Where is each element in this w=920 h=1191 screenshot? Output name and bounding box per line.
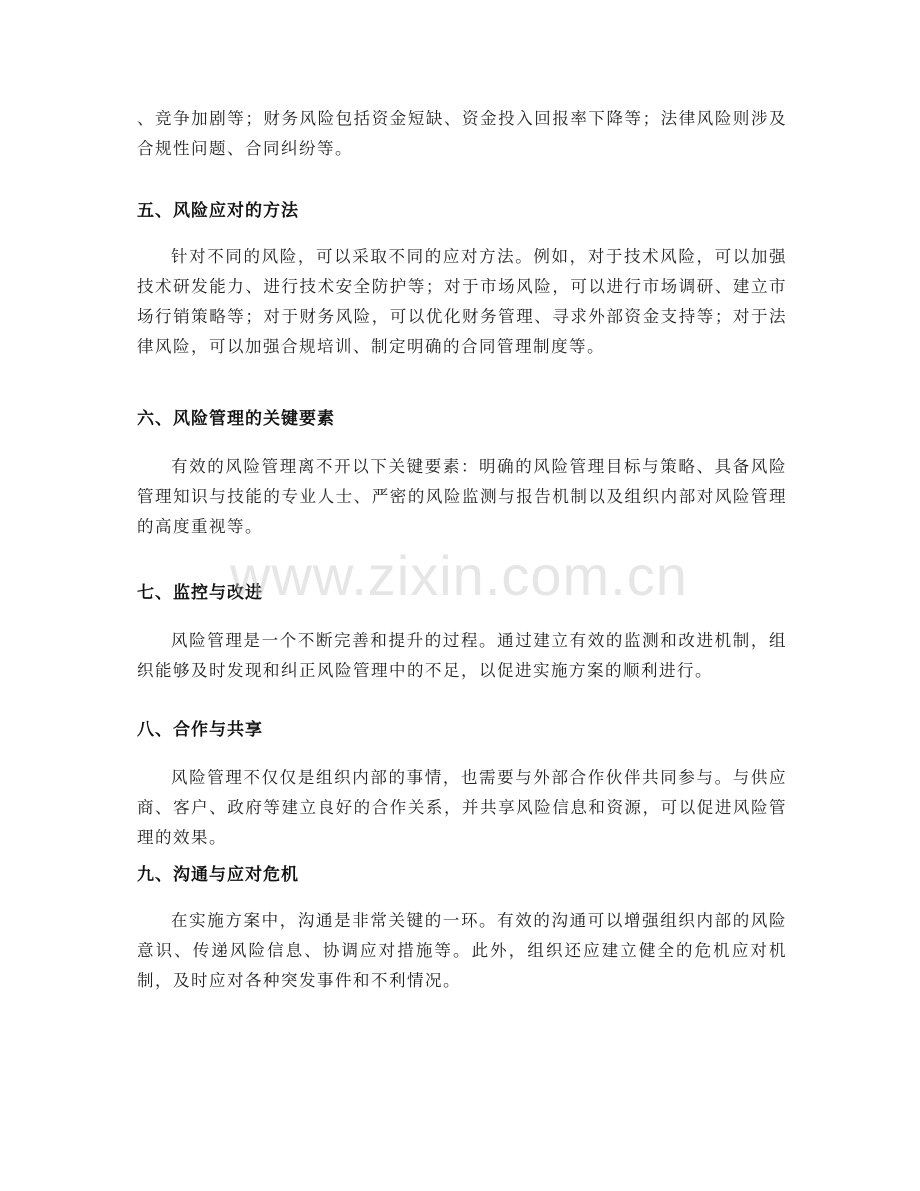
section-heading-8: 八、合作与共享 <box>137 720 263 740</box>
section-heading-5: 五、风险应对的方法 <box>137 201 299 221</box>
section-heading-7: 七、监控与改进 <box>137 583 263 603</box>
section-body-6: 有效的风险管理离不开以下关键要素：明确的风险管理目标与策略、具备风险管理知识与技能的专业人士、严密的风险监测与报告机制以及组织内部对风险管理的高度重视等。 <box>137 457 787 536</box>
intro-continuation-paragraph: 、竞争加剧等；财务风险包括资金短缺、资金投入回报率下降等；法律风险则涉及合规性问题、合同纠纷等。 <box>137 109 787 158</box>
section-body-5: 针对不同的风险，可以采取不同的应对方法。例如，对于技术风险，可以加强技术研发能力、进行技术安全防护等；对于市场风险，可以进行市场调研、建立市场行销策略等；对于财务风险，可以优化财务管理、寻求外部资金支持等；对于法律风险，可以加强合规培训、制定明确的合同管理制度等。 <box>137 247 787 356</box>
section-heading-9: 九、沟通与应对危机 <box>137 865 299 885</box>
section-body-9: 在实施方案中，沟通是非常关键的一环。有效的沟通可以增强组织内部的风险意识、传递风险信息、协调应对措施等。此外，组织还应建立健全的危机应对机制，及时应对各种突发事件和不利情况。 <box>137 911 787 990</box>
section-body-7: 风险管理是一个不断完善和提升的过程。通过建立有效的监测和改进机制，组织能够及时发现和纠正风险管理中的不足，以促进实施方案的顺利进行。 <box>137 631 787 680</box>
section-body-8: 风险管理不仅仅是组织内部的事情，也需要与外部合作伙伴共同参与。与供应商、客户、政府等建立良好的合作关系，并共享风险信息和资源，可以促进风险管理的效果。 <box>137 768 787 847</box>
watermark-text: www.zixin.com.cn <box>230 544 688 607</box>
section-heading-6: 六、风险管理的关键要素 <box>137 409 335 429</box>
